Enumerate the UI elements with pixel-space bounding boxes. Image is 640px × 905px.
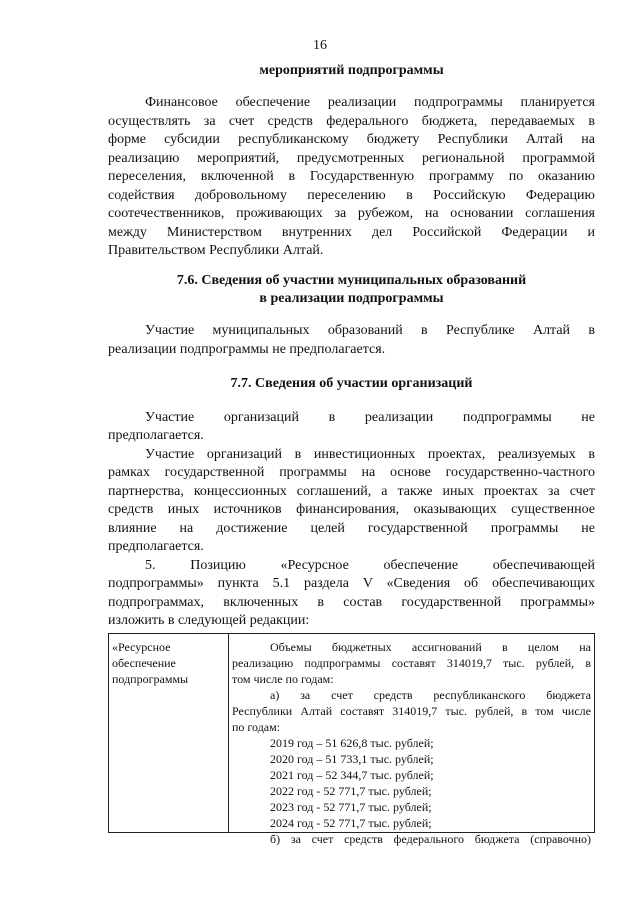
page-number: 16 (313, 38, 327, 53)
section-title: в реализации подпрограммы (259, 291, 444, 306)
year-line: 2019 год – 51 626,8 тыс. рублей; (270, 736, 434, 750)
content-line: Республики Алтай составят 314019,7 тыс. рублей, в том числе (232, 704, 591, 718)
year-line: 2021 год – 52 344,7 тыс. рублей; (270, 768, 434, 782)
text-line: подпрограммах, включенных в состав государственной программы» (108, 595, 595, 610)
text-line: соотечественников, проживающих за рубежом, на основании соглашения (108, 206, 595, 221)
section-title: 7.7. Сведения об участии организаций (230, 376, 473, 391)
content-line: по годам: (232, 720, 281, 734)
section-title: 7.6. Сведения об участии муниципальных образований (176, 273, 527, 288)
text-line: Участие муниципальных образований в Республике Алтай в (145, 323, 595, 338)
year-line: 2020 год – 51 733,1 тыс. рублей; (270, 752, 434, 766)
content-line: б) за счет средств федерального бюджета (справочно) (270, 832, 591, 846)
heading-continuation: мероприятий подпрограммы (259, 63, 444, 78)
text-line: Участие организаций в реализации подпрограммы не (145, 410, 595, 425)
text-line: между Министерством внутренних дел Российской Федерации и (108, 225, 595, 240)
text-line: Правительством Республики Алтай. (108, 243, 324, 258)
text-line: переселения, включенной в Государственную программу по оказанию (108, 169, 595, 184)
content-line: а) за счет средств республиканского бюджета (270, 688, 591, 702)
text-line: Участие организаций в инвестиционных проектах, реализуемых в (145, 447, 595, 462)
text-line: 5. Позицию «Ресурсное обеспечение обеспечивающей (145, 558, 595, 573)
year-line: 2024 год - 52 771,7 тыс. рублей; (270, 816, 432, 830)
year-line: 2023 год - 52 771,7 тыс. рублей; (270, 800, 432, 814)
text-line: содействия добровольному переселению в Российскую Федерацию (108, 188, 595, 203)
content-line: Объемы бюджетных ассигнований в целом на (270, 640, 591, 654)
content-line: реализацию подпрограммы составят 314019,7 тыс. рублей, в (232, 656, 591, 670)
label-line: «Ресурсное (112, 640, 171, 654)
label-line: обеспечение (112, 656, 176, 670)
text-line: реализации подпрограммы не предполагается. (108, 342, 386, 357)
text-line: рамках государственной программы на основе государственно-частного (108, 465, 595, 480)
text-line: партнерства, концессионных соглашений, а также иных проектах за счет (108, 484, 595, 499)
text-line: реализацию мероприятий, предусмотренных региональной программой (108, 151, 595, 166)
label-line: подпрограммы (112, 672, 189, 686)
text-line: предполагается. (108, 539, 204, 554)
table-column-divider (228, 633, 229, 833)
text-line: Финансовое обеспечение реализации подпрограммы планируется (145, 95, 595, 110)
text-line: средств иных источников финансирования, оказывающих существенное (108, 502, 595, 517)
text-line: осуществлять за счет средств федерального бюджета, передаваемых в (108, 114, 595, 129)
text-line: подпрограммы» пункта 5.1 раздела V «Сведения об обеспечивающих (108, 576, 595, 591)
text-line: форме субсидии республиканскому бюджету Республики Алтай на (108, 132, 595, 147)
text-line: влияние на достижение целей государственной программы не (108, 521, 595, 536)
year-line: 2022 год - 52 771,7 тыс. рублей; (270, 784, 432, 798)
content-line: том числе по годам: (232, 672, 334, 686)
text-line: предполагается. (108, 428, 204, 443)
text-line: изложить в следующей редакции: (108, 613, 310, 628)
